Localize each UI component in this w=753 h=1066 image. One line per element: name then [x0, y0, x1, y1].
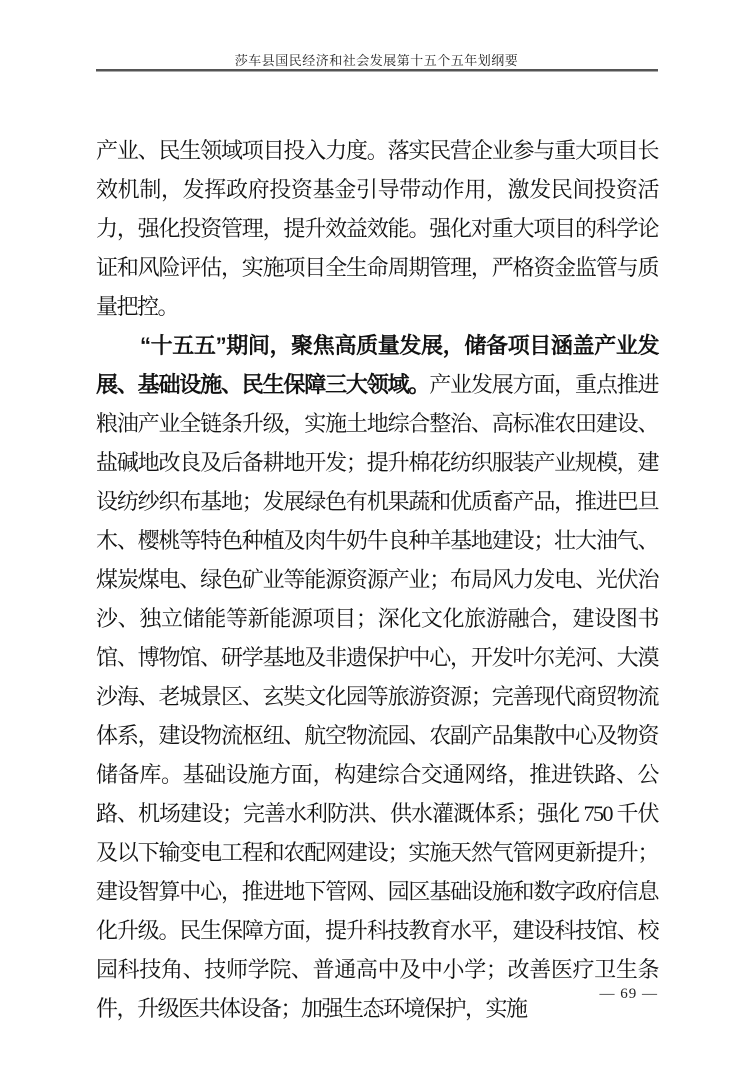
header-title: 莎车县国民经济和社会发展第十五个五年划纲要	[234, 53, 519, 68]
paragraph-plan-period	[96, 326, 658, 1028]
paragraph-bold-lead: “十五五”期间，聚焦高质量发展，储备项目涵盖产业发展、基础设施、民生保障三大领域。	[96, 333, 658, 397]
page-footer	[96, 986, 658, 1003]
header-rule	[96, 69, 658, 71]
document-body	[96, 131, 658, 1028]
paragraph-continuation: 产业、民生领域项目投入力度。落实民营企业参与重大项目长效机制，发挥政府投资基金引导带动作用，激发民间投资活力，强化投资管理，提升效益效能。强化对重大项目的科学论证和风险评估，实施项目全生命周期管理，严格资金监管与质量把控。	[96, 138, 658, 319]
paragraph-body-text: 产业发展方面，重点推进粮油产业全链条升级，实施土地综合整治、高标准农田建设、盐碱地改良及后备耕地开发；提升棉花纺织服装产业规模，建设纺纱织布基地；发展绿色有机果蔬和优质畜产品，推进巴旦木、樱桃等特色种植及肉牛奶牛良种羊基地建设；壮大油气、煤炭煤电、绿色矿业等能源资源产业；布局风力发电、光伏治沙、独立储能等新能源项目；深化文化旅游融合，建设图书馆、博物馆、研学基地及非遗保护中心，开发叶尔羌河、大漠沙海、老城景区、玄奘文化园等旅游资源；完善现代商贸物流体系，建设物流枢纽、航空物流园、农副产品集散中心及物资储备库。基础设施方面，构建综合交通网络，推进铁路、公路、机场建设；完善水利防洪、供水灌溉体系；强化 750 千伏及以下输变电工程和农配网建设；实施天然气管网更新提升；建设智算中心，推进地下管网、园区基础设施和数字政府信息化升级。民生保障方面，提升科技教育水平，建设科技馆、校园科技角、技师学院、普通高中及中小学；改善医疗卫生条件，升级医共体设备；加强生态环境保护，实施	[96, 372, 658, 1021]
page-number: — 69 —	[599, 986, 658, 1002]
